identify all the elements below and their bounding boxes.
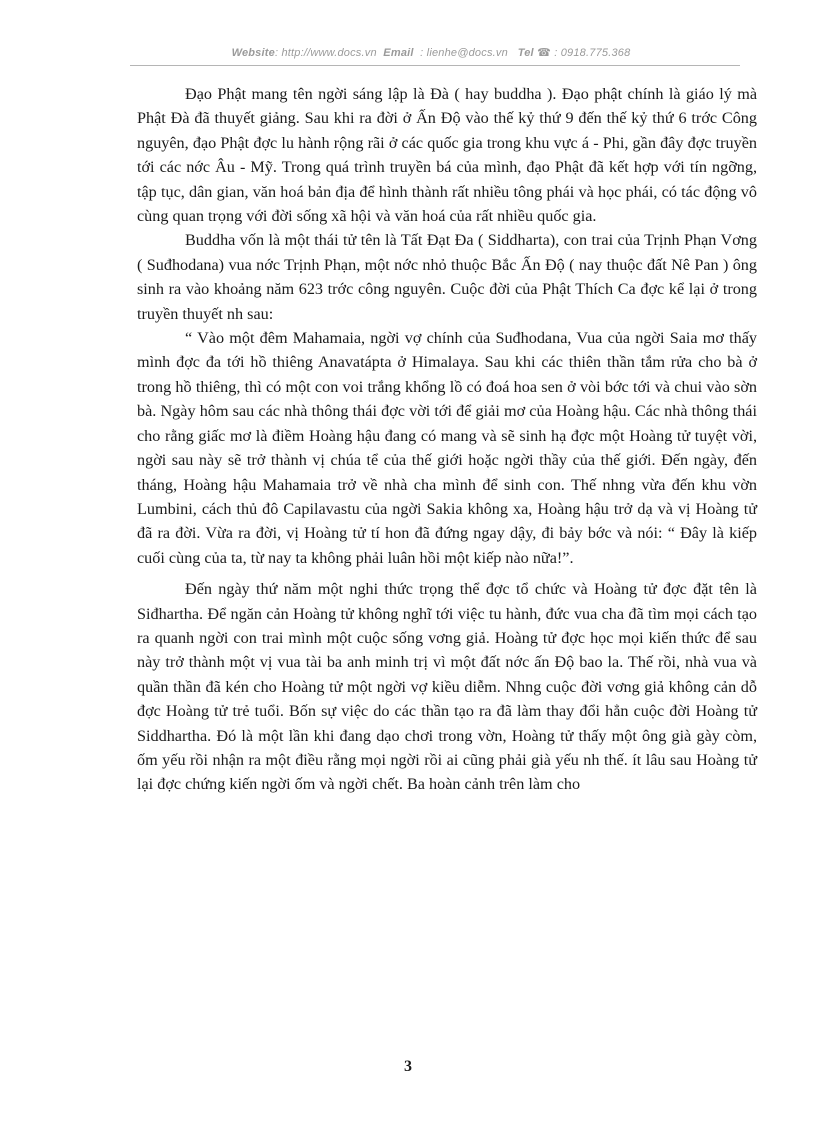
paragraph-3: “ Vào một đêm Mahamaia, ngời vợ chính của Suđhodana, Vua của ngời Saia mơ thấy mình đợc đa tới hồ thiêng Anavatápta ở Himalaya. Sau khi các thiên thần tắm rửa cho bà ở trong hồ thiêng, thì có một con voi trắng khổng lồ có đoá hoa sen ở vòi bớc tới và chui vào sờn bà. Ngày hôm sau các nhà thông thái đợc vời tới để giải mơ của Hoàng hậu. Các nhà thông thái cho rằng giấc mơ là điềm Hoàng hậu đang có mang và sẽ sinh hạ đợc một Hoàng tử tuyệt vời, ngời sau này sẽ trở thành vị chúa tể của thế giới hoặc ngời thầy của thế giới. Đến ngày, đến tháng, Hoàng hậu Mahamaia trở về nhà cha mình để sinh con. Thế nhng vừa đến khu vờn Lumbini, cách thủ đô Capilavastu của ngời Sakia không xa, Hoàng hậu trở dạ và vị Hoàng tử đã ra đời. Vừa ra đời, vị Hoàng tử tí hon đã đứng ngay dậy, đi bảy bớc và nói: “ Đây là kiếp cuối cùng của ta, từ nay ta không phải luân hồi một kiếp nào nữa!”. xyxy=(137,329,757,567)
email-value: : lienhe@docs.vn xyxy=(420,47,508,59)
paragraph-2: Buddha vốn là một thái tử tên là Tất Đạt Đa ( Siddharta), con trai của Trịnh Phạn Vơng ( Suđhodana) vua nớc Trịnh Phạn, một nớc nhỏ thuộc Bắc Ấn Độ ( nay thuộc đất Nê Pan ) ông sinh ra vào khoảng năm 623 trớc công nguyên. Cuộc đời của Phật Thích Ca đợc kể lại ở trong truyền thuyết nh sau: xyxy=(137,231,757,323)
website-value: : http://www.docs.vn xyxy=(274,47,377,59)
tel-value: ☎ : 0918.775.368 xyxy=(537,47,631,59)
website-label: Website xyxy=(231,47,275,59)
paragraph-4: Đến ngày thứ năm một nghi thức trọng thể đợc tổ chức và Hoàng tử đợc đặt tên là Siđhartha. Để ngăn cản Hoàng tử không nghĩ tới việc tu hành, đức vua cha đã tìm mọi cách tạo ra quanh ngời con trai mình một cuộc sống vơng giả. Hoàng tử đợc học mọi kiến thức để sau này trở thành một vị vua tài ba anh minh trị vì một đất nớc ấn Độ bao la. Thế rồi, nhà vua và quần thần đã kén cho Hoàng tử một ngời vợ kiều diễm. Nhng cuộc đời vơng giả không cản dỗ đợc Hoàng tử trẻ tuổi. Bốn sự việc do các thần tạo ra đã làm thay đổi hẳn cuộc đời Hoàng tử Siddhartha. Đó là một lần khi đang dạo chơi trong vờn, Hoàng tử thấy một ông già gày còm, ốm yếu rồi nhận ra một điều rằng mọi ngời rồi ai cũng phải già yếu nh thế. ít lâu sau Hoàng tử lại đợc chứng kiến ngời ốm và ngời chết. Ba hoàn cảnh trên làm cho xyxy=(137,580,757,794)
paragraph-1: Đạo Phật mang tên ngời sáng lập là Đà ( hay buddha ). Đạo phật chính là giáo lý mà Phật Đà đã thuyết giảng. Sau khi ra đời ở Ấn Độ vào thế kỷ thứ 9 đến thế kỷ thứ 6 trớc Công nguyên, đạo Phật đợc lu hành rộng rãi ở các quốc gia trong khu vực á - Phi, gần đây đợc truyền tới các nớc Âu - Mỹ. Trong quá trình truyền bá của mình, đạo Phật đã kết hợp với tín ngỡng, tập tục, dân gian, văn hoá bản địa để hình thành rất nhiều tông phái và học phái, có tác động vô cùng quan trọng với đời sống xã hội và văn hoá của rất nhiều quốc gia. xyxy=(137,85,757,226)
document-body xyxy=(137,82,757,797)
page-number: 3 xyxy=(404,1058,412,1075)
page-header xyxy=(120,46,742,59)
header-divider xyxy=(130,65,740,66)
email-label: Email xyxy=(383,47,414,59)
tel-label: Tel xyxy=(517,47,534,59)
